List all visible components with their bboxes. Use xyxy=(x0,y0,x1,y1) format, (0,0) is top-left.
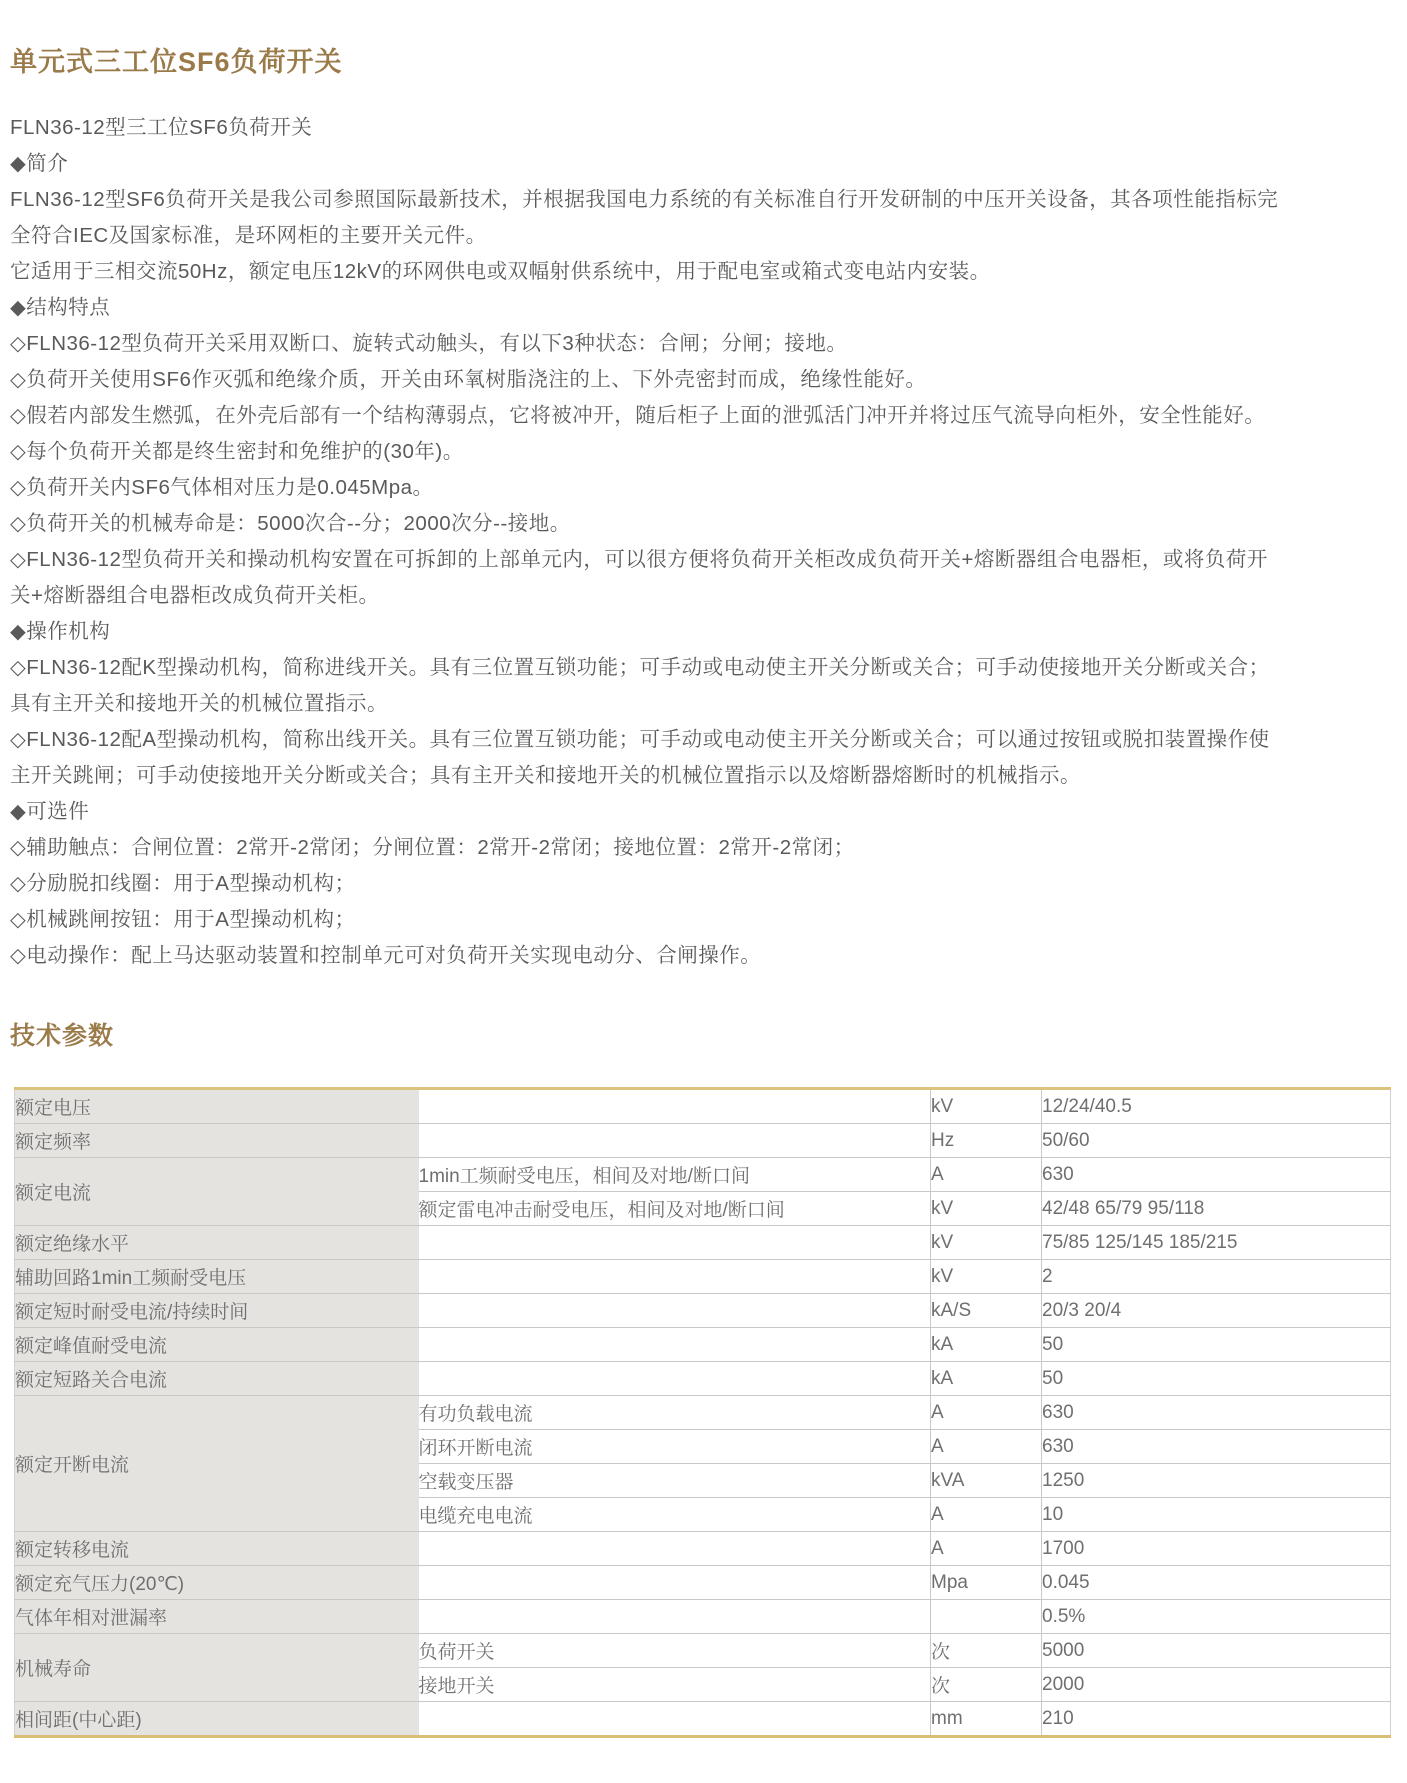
sub-param-cell: 空载变压器 xyxy=(419,1464,931,1498)
sub-param-cell xyxy=(419,1362,931,1396)
table-row xyxy=(15,1158,1391,1192)
body-text-line: ◇FLN36-12配A型操动机构，简称出线开关。具有三位置互锁功能；可手动或电动使主开关分断或关合；可以通过按钮或脱扣装置操作使 xyxy=(10,728,1270,751)
param-name-cell: 额定电流 xyxy=(15,1158,419,1226)
value-cell: 2000 xyxy=(1042,1668,1391,1702)
body-text-line: ◇FLN36-12型负荷开关采用双断口、旋转式动触头，有以下3种状态：合闸；分闸；接地。 xyxy=(10,332,848,355)
body-text-line: ◇每个负荷开关都是终生密封和免维护的(30年)。 xyxy=(10,440,464,463)
value-cell: 50 xyxy=(1042,1328,1391,1362)
param-name-cell: 额定电压 xyxy=(15,1089,419,1124)
table-row xyxy=(15,1328,1391,1362)
value-cell: 210 xyxy=(1042,1702,1391,1737)
body-text-line: ◇FLN36-12配K型操动机构，简称进线开关。具有三位置互锁功能；可手动或电动使主开关分断或关合；可手动使接地开关分断或关合； xyxy=(10,656,1270,679)
body-text-line: ◆可选件 xyxy=(10,800,90,823)
table-row xyxy=(15,1226,1391,1260)
unit-cell: A xyxy=(931,1532,1042,1566)
unit-cell: Hz xyxy=(931,1124,1042,1158)
value-cell: 1250 xyxy=(1042,1464,1391,1498)
value-cell: 630 xyxy=(1042,1396,1391,1430)
sub-param-cell xyxy=(419,1532,931,1566)
unit-cell: 次 xyxy=(931,1668,1042,1702)
unit-cell: Mpa xyxy=(931,1566,1042,1600)
unit-cell: mm xyxy=(931,1702,1042,1737)
sub-param-cell xyxy=(419,1566,931,1600)
body-text-line: FLN36-12型SF6负荷开关是我公司参照国际最新技术，并根据我国电力系统的有关标准自行开发研制的中压开关设备，其各项性能指标完 xyxy=(10,188,1279,211)
param-name-cell: 辅助回路1min工频耐受电压 xyxy=(15,1260,419,1294)
value-cell: 12/24/40.5 xyxy=(1042,1089,1391,1124)
value-cell: 50 xyxy=(1042,1362,1391,1396)
section-title-tech-params: 技术参数 xyxy=(10,1022,115,1050)
param-name-cell: 额定转移电流 xyxy=(15,1532,419,1566)
sub-param-cell: 负荷开关 xyxy=(419,1634,931,1668)
body-text-line: 主开关跳闸；可手动使接地开关分断或关合；具有主开关和接地开关的机械位置指示以及熔断器熔断时的机械指示。 xyxy=(10,764,1081,787)
value-cell: 630 xyxy=(1042,1158,1391,1192)
value-cell: 5000 xyxy=(1042,1634,1391,1668)
unit-cell: kA/S xyxy=(931,1294,1042,1328)
table-row xyxy=(15,1089,1391,1124)
tech-params-table xyxy=(14,1087,1391,1738)
sub-param-cell xyxy=(419,1124,931,1158)
value-cell: 1700 xyxy=(1042,1532,1391,1566)
param-name-cell: 额定短路关合电流 xyxy=(15,1362,419,1396)
value-cell: 75/85 125/145 185/215 xyxy=(1042,1226,1391,1260)
unit-cell: kA xyxy=(931,1362,1042,1396)
table-row xyxy=(15,1634,1391,1668)
unit-cell xyxy=(931,1600,1042,1634)
value-cell: 630 xyxy=(1042,1430,1391,1464)
sub-param-cell xyxy=(419,1702,931,1737)
body-text-line: ◆操作机构 xyxy=(10,620,111,643)
table-row xyxy=(15,1294,1391,1328)
table-body xyxy=(15,1089,1391,1737)
value-cell: 0.5% xyxy=(1042,1600,1391,1634)
table-row xyxy=(15,1124,1391,1158)
sub-param-cell: 电缆充电电流 xyxy=(419,1498,931,1532)
param-name-cell: 相间距(中心距) xyxy=(15,1702,419,1737)
value-cell: 50/60 xyxy=(1042,1124,1391,1158)
value-cell: 10 xyxy=(1042,1498,1391,1532)
unit-cell: kVA xyxy=(931,1464,1042,1498)
body-text-line: ◆结构特点 xyxy=(10,296,111,319)
sub-param-cell xyxy=(419,1294,931,1328)
body-text-line: ◇辅助触点：合闸位置：2常开-2常闭；分闸位置：2常开-2常闭；接地位置：2常开-2常闭； xyxy=(10,836,855,859)
sub-param-cell: 有功负载电流 xyxy=(419,1396,931,1430)
table-row xyxy=(15,1600,1391,1634)
body-text-line: 具有主开关和接地开关的机械位置指示。 xyxy=(10,692,388,715)
table-row xyxy=(15,1396,1391,1430)
param-name-cell: 额定开断电流 xyxy=(15,1396,419,1532)
value-cell: 42/48 65/79 95/118 xyxy=(1042,1192,1391,1226)
body-text-line: ◇负荷开关内SF6气体相对压力是0.045Mpa。 xyxy=(10,476,434,499)
value-cell: 2 xyxy=(1042,1260,1391,1294)
unit-cell: A xyxy=(931,1498,1042,1532)
unit-cell: A xyxy=(931,1430,1042,1464)
sub-param-cell xyxy=(419,1260,931,1294)
param-name-cell: 额定频率 xyxy=(15,1124,419,1158)
page-title: 单元式三工位SF6负荷开关 xyxy=(10,47,343,77)
body-text-line: ◇FLN36-12型负荷开关和操动机构安置在可拆卸的上部单元内，可以很方便将负荷开关柜改成负荷开关+熔断器组合电器柜，或将负荷开 xyxy=(10,548,1268,571)
unit-cell: A xyxy=(931,1396,1042,1430)
table-row xyxy=(15,1362,1391,1396)
body-text-line: ◇电动操作：配上马达驱动装置和控制单元可对负荷开关实现电动分、合闸操作。 xyxy=(10,944,762,967)
param-name-cell: 额定充气压力(20℃) xyxy=(15,1566,419,1600)
unit-cell: kV xyxy=(931,1192,1042,1226)
sub-param-cell: 1min工频耐受电压，相间及对地/断口间 xyxy=(419,1158,931,1192)
param-name-cell: 额定绝缘水平 xyxy=(15,1226,419,1260)
sub-param-cell xyxy=(419,1089,931,1124)
unit-cell: A xyxy=(931,1158,1042,1192)
unit-cell: kV xyxy=(931,1260,1042,1294)
param-name-cell: 气体年相对泄漏率 xyxy=(15,1600,419,1634)
param-name-cell: 额定峰值耐受电流 xyxy=(15,1328,419,1362)
body-text-line: ◇分励脱扣线圈：用于A型操动机构； xyxy=(10,872,356,895)
body-text-line: 关+熔断器组合电器柜改成负荷开关柜。 xyxy=(10,584,380,607)
sub-param-cell: 闭环开断电流 xyxy=(419,1430,931,1464)
sub-param-cell xyxy=(419,1226,931,1260)
unit-cell: kV xyxy=(931,1089,1042,1124)
body-text-line: ◇负荷开关使用SF6作灭弧和绝缘介质，开关由环氧树脂浇注的上、下外壳密封而成，绝缘性能好。 xyxy=(10,368,927,391)
body-text-line: 全符合IEC及国家标准，是环网柜的主要开关元件。 xyxy=(10,224,487,247)
param-name-cell: 机械寿命 xyxy=(15,1634,419,1702)
body-text-line: 它适用于三相交流50Hz，额定电压12kV的环网供电或双幅射供系统中，用于配电室或箱式变电站内安装。 xyxy=(10,260,991,283)
intro-text-block xyxy=(10,110,1407,974)
sub-param-cell xyxy=(419,1328,931,1362)
body-text-line: ◇负荷开关的机械寿命是：5000次合--分；2000次分--接地。 xyxy=(10,512,571,535)
unit-cell: kA xyxy=(931,1328,1042,1362)
body-text-line: ◇机械跳闸按钮：用于A型操动机构； xyxy=(10,908,356,931)
body-text-line: ◆简介 xyxy=(10,152,69,175)
sub-param-cell: 接地开关 xyxy=(419,1668,931,1702)
table-row xyxy=(15,1566,1391,1600)
table-row xyxy=(15,1532,1391,1566)
sub-param-cell xyxy=(419,1600,931,1634)
unit-cell: kV xyxy=(931,1226,1042,1260)
value-cell: 0.045 xyxy=(1042,1566,1391,1600)
table-row xyxy=(15,1702,1391,1737)
unit-cell: 次 xyxy=(931,1634,1042,1668)
table-row xyxy=(15,1260,1391,1294)
body-text-line: FLN36-12型三工位SF6负荷开关 xyxy=(10,116,313,139)
sub-param-cell: 额定雷电冲击耐受电压，相间及对地/断口间 xyxy=(419,1192,931,1226)
value-cell: 20/3 20/4 xyxy=(1042,1294,1391,1328)
param-name-cell: 额定短时耐受电流/持续时间 xyxy=(15,1294,419,1328)
body-text-line: ◇假若内部发生燃弧，在外壳后部有一个结构薄弱点，它将被冲开，随后柜子上面的泄弧活门冲开并将过压气流导向柜外，安全性能好。 xyxy=(10,404,1266,427)
